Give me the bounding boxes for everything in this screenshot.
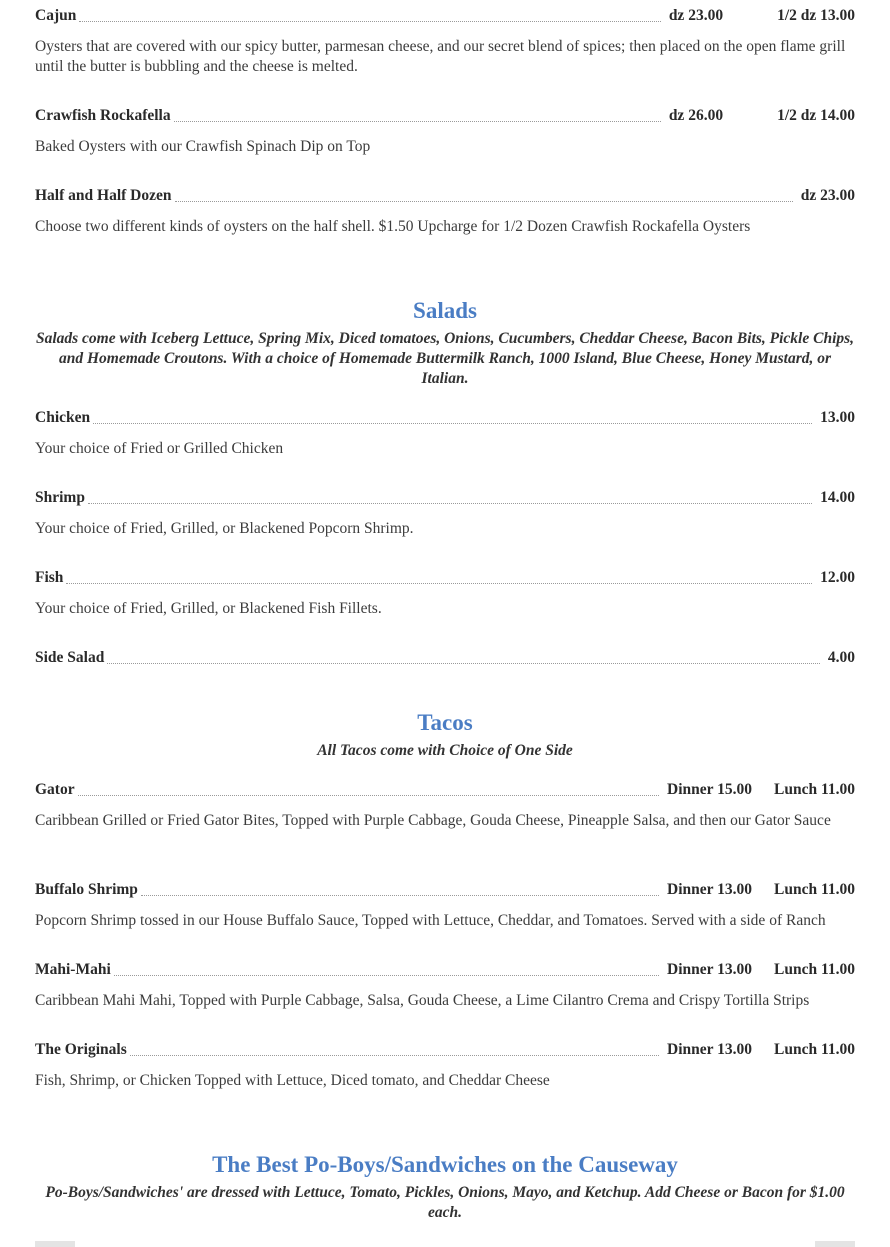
price-dinner: Dinner 13.00	[667, 881, 753, 898]
menu-item-half-and-half-dozen	[35, 186, 855, 206]
dotted-leader	[107, 662, 820, 664]
price-dozen: dz 26.00	[668, 107, 724, 124]
item-name: Fish	[35, 569, 64, 586]
price-lunch: Lunch 11.00	[774, 961, 855, 978]
price-half-dozen: 1/2 dz 14.00	[777, 107, 855, 124]
price-dinner: Dinner 13.00	[667, 961, 753, 978]
section-title-poboys: The Best Po-Boys/Sandwiches on the Causeway	[212, 1152, 678, 1177]
item-price: 4.00	[827, 649, 855, 666]
section-subtitle-salads: Salads come with Iceberg Lettuce, Spring Mix, Diced tomatoes, Onions, Cucumbers, Cheddar Cheese, Bacon Bits, Pickle Chips, and Homemade Croutons. With a choice of Homemade Buttermilk Ranch, 1000 Island, Blue Cheese, Honey Mustard, or Italian.	[35, 330, 855, 387]
dotted-leader	[79, 20, 660, 22]
section-subtitle-tacos: All Tacos come with Choice of One Side	[317, 742, 573, 759]
item-price: 12.00	[820, 569, 855, 586]
menu-item-fish-salad	[35, 568, 855, 588]
item-name: Half and Half Dozen	[35, 187, 172, 204]
menu-item-shrimp-salad	[35, 488, 855, 508]
item-name: Chicken	[35, 409, 91, 426]
item-name: Crawfish Rockafella	[35, 107, 171, 124]
item-name: Gator	[35, 781, 75, 798]
price-half-dozen: 1/2 dz 13.00	[777, 7, 855, 24]
item-price: 13.00	[820, 409, 855, 426]
item-name: Side Salad	[35, 649, 105, 666]
item-description: Baked Oysters with our Crawfish Spinach Dip on Top	[35, 138, 371, 155]
item-name: Buffalo Shrimp	[35, 881, 138, 898]
item-name: Shrimp	[35, 489, 85, 506]
item-price: 14.00	[820, 489, 855, 506]
menu-item-mahi-mahi-taco	[35, 960, 855, 980]
dotted-leader	[174, 120, 661, 122]
cut-off-menu-row	[35, 1239, 855, 1247]
menu-item-crawfish-rockafella	[35, 106, 855, 126]
menu-item-side-salad	[35, 648, 855, 668]
menu-item-gator-taco	[35, 780, 855, 800]
dotted-leader	[93, 422, 812, 424]
item-description: Caribbean Mahi Mahi, Topped with Purple Cabbage, Salsa, Gouda Cheese, a Lime Cilantro Crema and Crispy Tortilla Strips	[35, 992, 810, 1009]
item-description: Caribbean Grilled or Fried Gator Bites, Topped with Purple Cabbage, Gouda Cheese, Pineapple Salsa, and then our Gator Sauce	[35, 812, 831, 829]
dotted-leader	[88, 502, 812, 504]
item-description: Your choice of Fried, Grilled, or Blackened Popcorn Shrimp.	[35, 520, 414, 537]
section-subtitle-poboys: Po-Boys/Sandwiches' are dressed with Lettuce, Tomato, Pickles, Onions, Mayo, and Ketchup. Add Cheese or Bacon for $1.00 each.	[45, 1184, 845, 1221]
price-dozen: dz 23.00	[668, 7, 724, 24]
dotted-leader	[114, 974, 659, 976]
item-description: Popcorn Shrimp tossed in our House Buffalo Sauce, Topped with Lettuce, Cheddar, and Tomatoes. Served with a side of Ranch	[35, 912, 826, 929]
item-description: Choose two different kinds of oysters on the half shell. $1.50 Upcharge for 1/2 Dozen Crawfish Rockafella Oysters	[35, 218, 751, 235]
item-description: Your choice of Fried or Grilled Chicken	[35, 440, 284, 457]
menu-item-the-originals-taco	[35, 1040, 855, 1060]
price-lunch: Lunch 11.00	[774, 781, 855, 798]
dotted-leader	[78, 794, 659, 796]
menu-item-buffalo-shrimp-taco	[35, 880, 855, 900]
menu-item-cajun	[35, 6, 855, 26]
dotted-leader	[141, 894, 659, 896]
price-lunch: Lunch 11.00	[774, 881, 855, 898]
section-title-tacos: Tacos	[417, 710, 473, 735]
item-name: Cajun	[35, 7, 77, 24]
dotted-leader	[175, 200, 793, 202]
price-dinner: Dinner 13.00	[667, 1041, 753, 1058]
item-name: The Originals	[35, 1041, 127, 1058]
menu-item-chicken-salad	[35, 408, 855, 428]
item-description: Oysters that are covered with our spicy butter, parmesan cheese, and our secret blend of spices; then placed on the open flame grill until the butter is bubbling and the cheese is melted.	[35, 38, 846, 75]
price-dozen: dz 23.00	[800, 187, 855, 204]
dotted-leader	[130, 1054, 659, 1056]
price-lunch: Lunch 11.00	[774, 1041, 855, 1058]
price-dinner: Dinner 15.00	[667, 781, 753, 798]
item-description: Your choice of Fried, Grilled, or Blackened Fish Fillets.	[35, 600, 382, 617]
item-name: Mahi-Mahi	[35, 961, 111, 978]
item-description: Fish, Shrimp, or Chicken Topped with Lettuce, Diced tomato, and Cheddar Cheese	[35, 1072, 550, 1089]
section-title-salads: Salads	[413, 298, 477, 323]
dotted-leader	[66, 582, 812, 584]
